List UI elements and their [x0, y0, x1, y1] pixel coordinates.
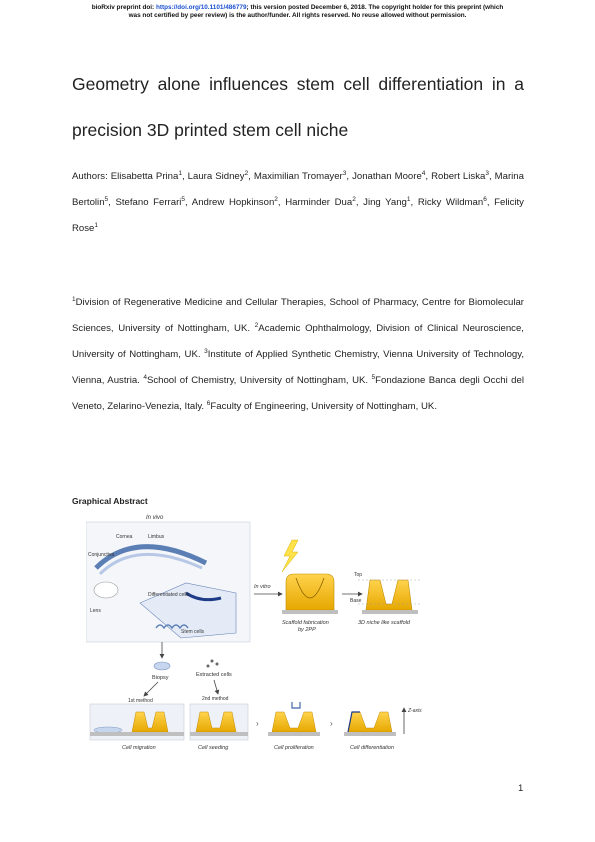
label-biopsy: Biopsy: [152, 675, 169, 681]
label-lens: Lens: [90, 608, 101, 614]
flow-arrow-1: ›: [256, 719, 259, 728]
cell-dot: [216, 663, 219, 666]
affiliation-text: School of Chemistry, University of Nottingham, UK.: [146, 375, 372, 386]
page-number: 1: [518, 783, 524, 794]
label-extracted-cells: Extracted cells: [196, 672, 232, 678]
label-z-axis: Z-axis: [408, 708, 422, 714]
author-name: Harminder Dua: [285, 197, 353, 208]
proliferation-base: [268, 732, 320, 736]
differentiation-scaffold: [348, 712, 392, 732]
author-affiliation-sup: 4: [421, 169, 426, 177]
label-cell-proliferation: Cell proliferation: [274, 745, 314, 751]
flow-arrow-2: ›: [330, 719, 333, 728]
author-affiliation-sup: 3: [342, 169, 347, 177]
seeding-base: [190, 732, 248, 736]
label-conjunctiva: Conjunctiva: [88, 552, 115, 558]
author-affiliation-sup: 2: [352, 195, 356, 203]
author-affiliation-sup: 6: [483, 195, 487, 203]
affiliation-text: Faculty of Engineering, University of Nottingham, UK.: [210, 401, 437, 412]
label-stem-cells: Stem cells: [181, 629, 205, 635]
lens-shape: [94, 582, 118, 598]
affiliations-block: [72, 290, 524, 420]
graphical-abstract-heading: Graphical Abstract: [72, 496, 148, 506]
banner-prefix: bioRxiv preprint doi:: [91, 4, 156, 11]
arrow-method-1: [144, 682, 158, 696]
scaffold-base-plate: [282, 610, 338, 614]
author-affiliation-sup: 1: [94, 221, 99, 229]
graphical-abstract-figure: [86, 508, 522, 760]
affiliation-sup: 1: [72, 295, 76, 303]
author-affiliation-sup: 1: [178, 169, 182, 177]
label-differentiated-cells: Differentiated cells: [148, 592, 190, 598]
author-list: Elisabetta Prina$^1$, Laura Sidney$^2$, Maximilian Tromayer$^3$, Jonathan Moore$^4$, Robert Liska$^3$, Marina Bertolin$^5$, Stefano Ferrari$^5$, Andrew Hopkinson$^2$, Harminder Dua$^2$, Jing Yang$^1$, Ricky Wildman$^6$, Felicity Rose$^1$: [72, 169, 524, 234]
differentiation-base: [344, 732, 396, 736]
author-name: Jonathan Moore: [352, 171, 422, 182]
label-cell-differentiation: Cell differentiation: [350, 745, 395, 751]
proliferation-scaffold: [272, 712, 316, 732]
affiliation-sup: 5: [371, 373, 376, 381]
author-name: Ricky Wildman: [417, 197, 484, 208]
affiliation-sup: 3: [204, 347, 208, 355]
affiliation-text: Academic Ophthalmology, Division of Clinical Neuroscience, University of Nottingham, UK.: [72, 323, 524, 360]
author-affiliation-sup: 3: [485, 169, 489, 177]
label-cornea: Cornea: [116, 534, 133, 540]
cell-dot: [207, 665, 210, 668]
label-method-2: 2nd method: [202, 696, 229, 702]
label-limbus: Limbus: [148, 534, 165, 540]
label-scaffold-fabrication-2: by 2PP: [298, 627, 316, 633]
author-affiliation-sup: 2: [274, 195, 278, 203]
label-cell-seeding: Cell seeding: [198, 745, 229, 751]
title-line-1: Geometry alone influences stem cell differentiation in a: [72, 74, 524, 94]
migration-base: [90, 732, 184, 736]
arrow-method-2: [214, 680, 218, 694]
label-niche-scaffold: 3D niche like scaffold: [358, 620, 410, 626]
author-name: Laura Sidney: [187, 171, 245, 182]
laser-bolt-icon: [282, 540, 298, 572]
author-affiliation-sup: 2: [244, 169, 249, 177]
author-name: Robert Liska: [431, 171, 486, 182]
doi-link[interactable]: https://doi.org/10.1101/486779: [155, 4, 247, 11]
author-name: Andrew Hopkinson: [191, 197, 275, 208]
affiliation-text: Institute of Applied Synthetic Chemistry, Vienna University of Technology, Vienna, Austria.: [72, 349, 524, 386]
graphical-abstract-svg: [86, 508, 522, 760]
affiliation-text: Fondazione Banca degli Occhi del Veneto, Zelarino-Venezia, Italy.: [72, 375, 524, 412]
affiliation-sup: 4: [143, 373, 147, 381]
cell-dot: [211, 660, 214, 663]
preprint-banner: [0, 4, 595, 20]
author-affiliation-sup: 5: [181, 195, 186, 203]
niche-base-plate: [362, 610, 418, 614]
label-in-vivo: In vivo: [146, 515, 164, 521]
label-cell-migration: Cell migration: [122, 745, 156, 751]
label-scaffold-fabrication-1: Scaffold fabrication: [282, 620, 329, 626]
authors-label: Authors:: [72, 171, 111, 182]
pipette-icon: [292, 702, 300, 708]
affiliation-sup: 6: [206, 399, 211, 407]
authors-block: [72, 164, 524, 242]
author-name: Maximilian Tromayer: [253, 171, 343, 182]
banner-rest: ; this version posted December 6, 2018. The copyright holder for this preprint (which: [246, 4, 504, 11]
author-affiliation-sup: 1: [406, 195, 411, 203]
author-name: Marina Bertolin: [72, 171, 524, 208]
label-in-vitro: In vitro: [254, 584, 271, 590]
niche-scaffold: [366, 580, 412, 610]
scaffold-block: [286, 574, 334, 610]
biopsy-shape: [154, 662, 170, 670]
author-name: Stefano Ferrari: [115, 197, 182, 208]
banner-line2: was not certified by peer review) is the author/funder. All rights reserved. No reuse allowed without permission.: [128, 12, 467, 19]
title-line-2: precision 3D printed stem cell niche: [72, 120, 349, 140]
author-name: Jing Yang: [363, 197, 407, 208]
label-base: Base: [350, 598, 362, 604]
label-method-1: 1st method: [128, 698, 153, 704]
affiliation-sup: 2: [254, 321, 259, 329]
author-name: Felicity Rose: [72, 197, 524, 234]
author-name: Elisabetta Prina: [110, 171, 179, 182]
author-affiliation-sup: 5: [104, 195, 109, 203]
affiliation-text: Division of Regenerative Medicine and Cellular Therapies, School of Pharmacy, Centre for Biomolecular Sciences, University of Nottingham, UK.: [72, 297, 524, 334]
label-top: Top: [354, 572, 363, 578]
